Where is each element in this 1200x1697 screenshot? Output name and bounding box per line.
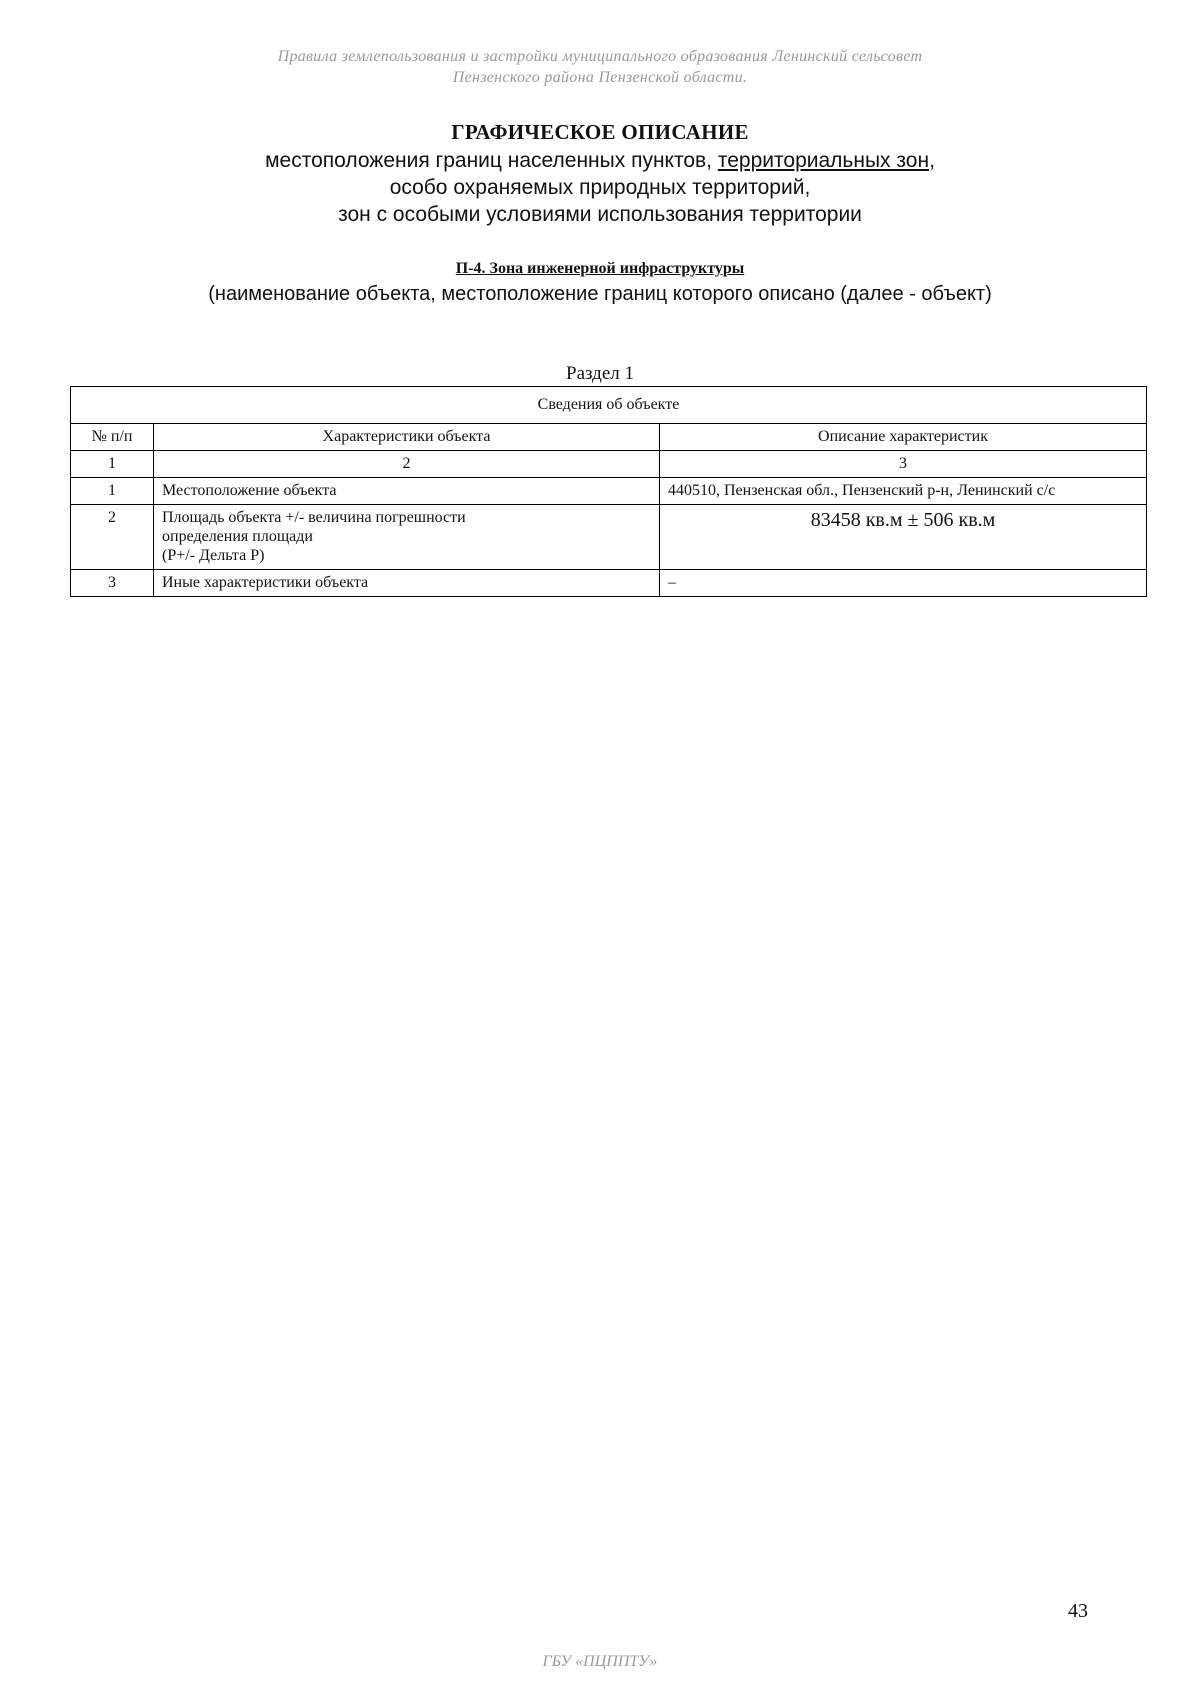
row-description: 83458 кв.м ± 506 кв.м [660, 505, 1147, 570]
object-caption: (наименование объекта, местоположение границ которого описано (далее - объект) [208, 283, 992, 305]
object-info-table [70, 386, 1147, 597]
column-number-3: 3 [660, 451, 1147, 478]
running-footer: ГБУ «ПЦППТУ» [542, 1653, 658, 1670]
table-caption-row [71, 387, 1147, 424]
table-header-row [71, 424, 1147, 451]
row-description: – [660, 570, 1147, 597]
subtitle-line1-pre: местоположения границ населенных пунктов, [265, 149, 718, 172]
row-characteristic: Местоположение объекта [154, 478, 660, 505]
column-number-2: 2 [154, 451, 660, 478]
row-characteristic-line1: Площадь объекта +/- величина погрешности [162, 509, 466, 526]
running-header-line1: Правила землепользования и застройки муниципального образования Ленинский сельсовет [277, 48, 923, 65]
row-characteristic-line2: определения площади [162, 528, 313, 545]
row-num: 3 [71, 570, 154, 597]
section-label: Раздел 1 [566, 363, 634, 384]
table-column-numbers-row [71, 451, 1147, 478]
table-row [71, 478, 1147, 505]
row-characteristic-line3: (P+/- Дельта P) [162, 547, 265, 564]
header-description: Описание характеристик [660, 424, 1147, 451]
document-subtitle [0, 147, 1200, 228]
header-num: № п/п [71, 424, 154, 451]
row-description: 440510, Пензенская обл., Пензенский р-н, Ленинский с/с [660, 478, 1147, 505]
page-number: 43 [1068, 1600, 1088, 1622]
header-characteristic: Характеристики объекта [154, 424, 660, 451]
subtitle-line1-underlined: территориальных зон [717, 149, 930, 172]
subtitle-line1-post: , [929, 149, 935, 172]
table-row [71, 570, 1147, 597]
running-header-line2: Пензенского района Пензенской области. [452, 69, 748, 86]
running-header [0, 46, 1200, 88]
subtitle-line2: особо охраняемых природных территорий, [389, 176, 811, 199]
row-characteristic: Иные характеристики объекта [154, 570, 660, 597]
document-title: ГРАФИЧЕСКОЕ ОПИСАНИЕ [451, 120, 749, 144]
subtitle-line3: зон с особыми условиями использования территории [338, 203, 862, 226]
row-num: 2 [71, 505, 154, 570]
subtitle-line1 [0, 147, 1200, 174]
row-characteristic [154, 505, 660, 570]
table-caption: Сведения об объекте [71, 387, 1147, 424]
object-name: П-4. Зона инженерной инфраструктуры [455, 260, 745, 277]
table-row [71, 505, 1147, 570]
row-num: 1 [71, 478, 154, 505]
column-number-1: 1 [71, 451, 154, 478]
